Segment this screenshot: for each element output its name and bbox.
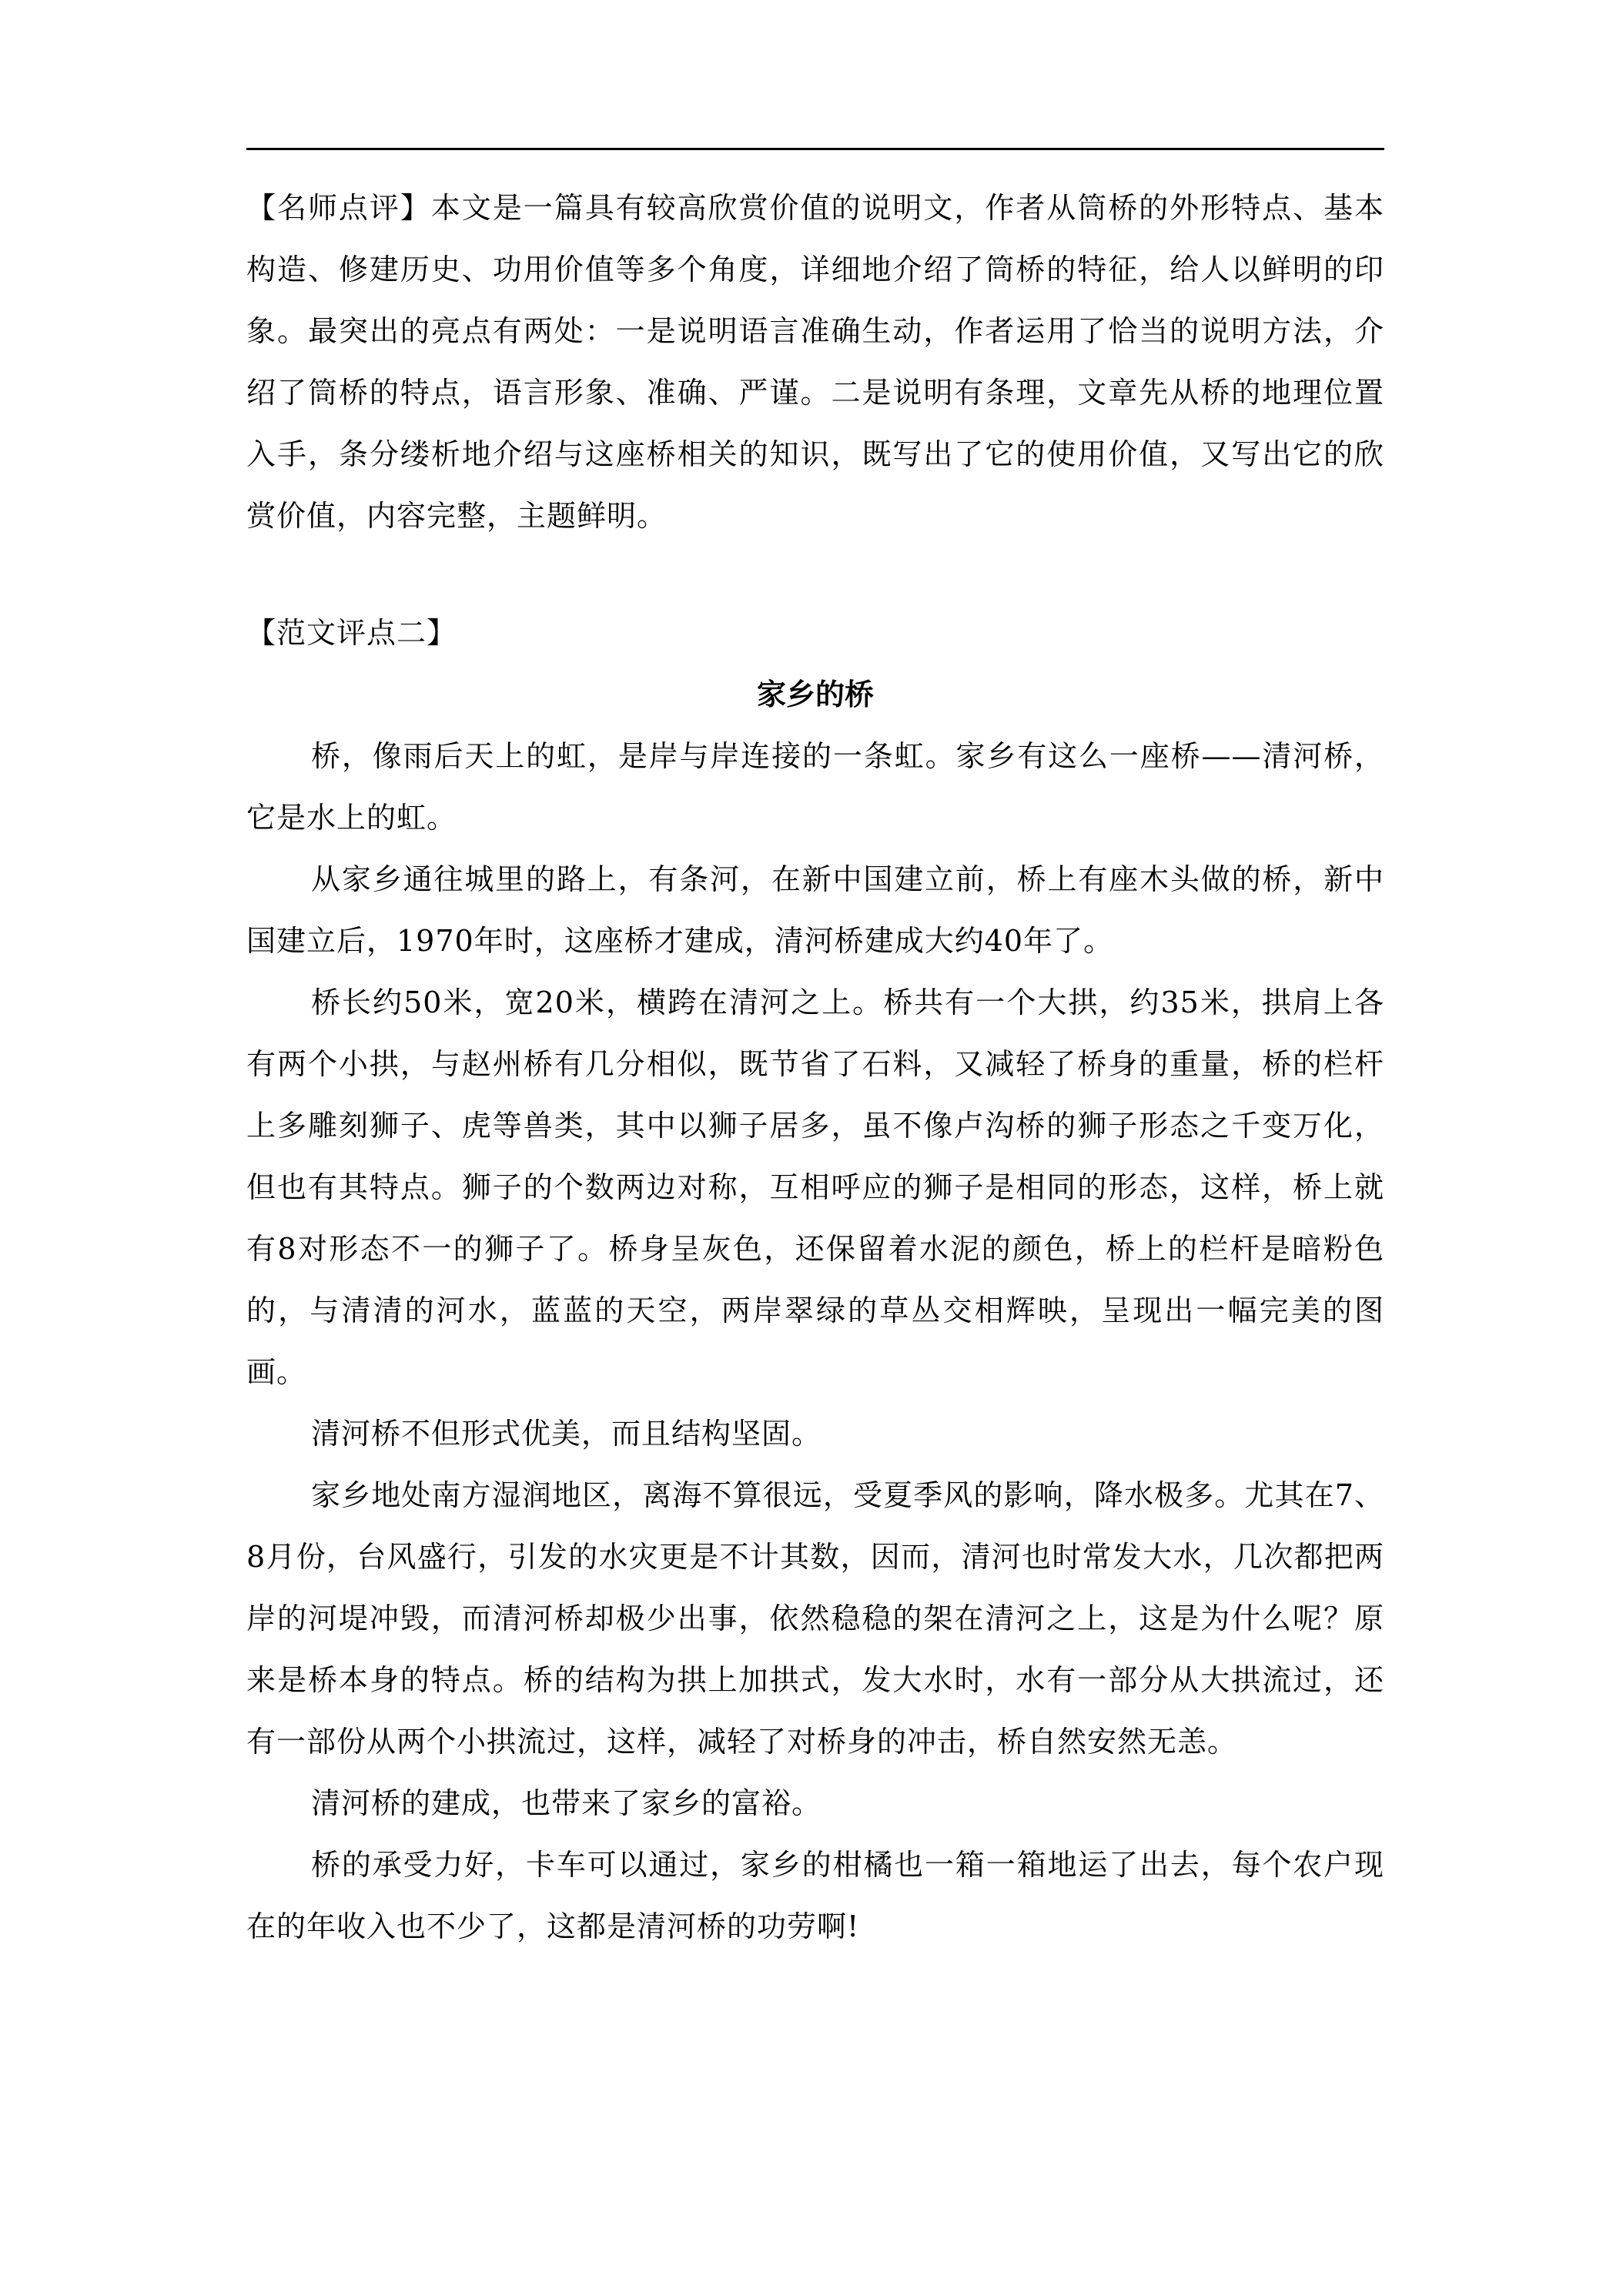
essay-title: 家乡的桥 (756, 678, 874, 711)
section-label: 【范文评点二】 (246, 616, 457, 650)
essay-paragraph: 从家乡通往城里的路上，有条河，在新中国建立前，桥上有座木头做的桥，新中国建立后，1970年时，这座桥才建成，清河桥建成大约40年了。 (246, 862, 1384, 958)
essay-paragraph: 家乡地处南方湿润地区，离海不算很远，受夏季风的影响，降水极多。尤其在7、8月份，台风盛行，引发的水灾更是不计其数，因而，清河也时常发大水，几次都把两岸的河堤冲毁，而清河桥却极少出事，依然稳稳的架在清河之上，这是为什么呢？原来是桥本身的特点。桥的结构为拱上加拱式，发大水时，水有一部分从大拱流过，还有一部份从两个小拱流过，这样，减轻了对桥身的冲击，桥自然安然无恙。 (246, 1478, 1384, 1759)
essay-paragraph: 桥，像雨后天上的虹，是岸与岸连接的一条虹。家乡有这么一座桥——清河桥，它是水上的虹。 (246, 739, 1384, 835)
teacher-review: 【名师点评】本文是一篇具有较高欣赏价值的说明文，作者从筒桥的外形特点、基本构造、修建历史、功用价值等多个角度，详细地介绍了筒桥的特征，给人以鲜明的印象。最突出的亮点有两处：一是说明语言准确生动，作者运用了恰当的说明方法，介绍了筒桥的特点，语言形象、准确、严谨。二是说明有条理，文章先从桥的地理位置入手，条分缕析地介绍与这座桥相关的知识，既写出了它的使用价值，又写出它的欣赏价值，内容完整，主题鲜明。 (246, 191, 1384, 533)
page-content (246, 177, 1384, 1957)
essay-paragraph: 桥的承受力好，卡车可以通过，家乡的柑橘也一箱一箱地运了出去，每个农户现在的年收入也不少了，这都是清河桥的功劳啊! (246, 1848, 1384, 1943)
essay-paragraph: 清河桥不但形式优美，而且结构坚固。 (311, 1417, 822, 1451)
header-rule (246, 148, 1384, 150)
essay-paragraph: 清河桥的建成，也带来了家乡的富裕。 (311, 1786, 822, 1820)
essay-paragraph: 桥长约50米，宽20米，横跨在清河之上。桥共有一个大拱，约35米，拱肩上各有两个小拱，与赵州桥有几分相似，既节省了石料，又减轻了桥身的重量，桥的栏杆上多雕刻狮子、虎等兽类，其中以狮子居多，虽不像卢沟桥的狮子形态之千变万化，但也有其特点。狮子的个数两边对称，互相呼应的狮子是相同的形态，这样，桥上就有8对形态不一的狮子了。桥身呈灰色，还保留着水泥的颜色，桥上的栏杆是暗粉色的，与清清的河水，蓝蓝的天空，两岸翠绿的草丛交相辉映，呈现出一幅完美的图画。 (246, 986, 1384, 1389)
section-gap (246, 547, 1384, 602)
